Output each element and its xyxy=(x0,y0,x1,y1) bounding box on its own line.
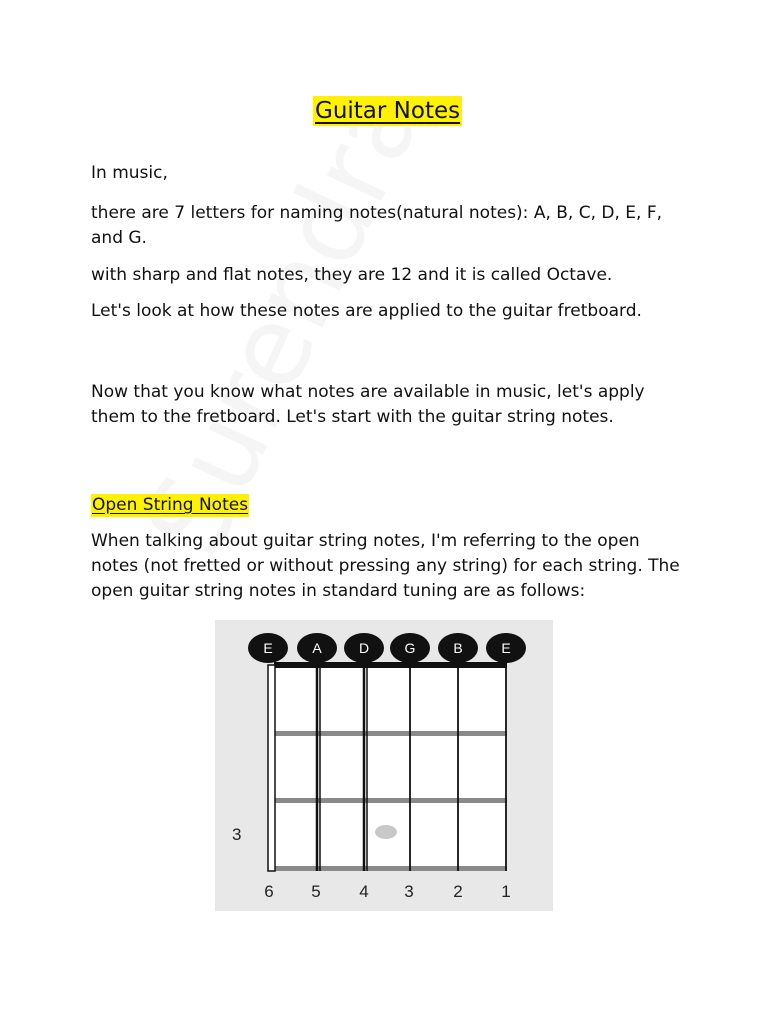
open-note-label-3: D xyxy=(358,640,370,656)
fret-line-2 xyxy=(274,798,507,803)
nut xyxy=(274,662,507,668)
paragraph-octave: with sharp and flat notes, they are 12 and it is called Octave. xyxy=(91,265,613,285)
string-number-5: 5 xyxy=(311,882,321,901)
string-number-4: 4 xyxy=(359,882,369,901)
page-title: Guitar Notes xyxy=(315,98,461,124)
string-6 xyxy=(268,665,275,871)
paragraph-fretboard-intro: Let's look at how these notes are applied to the guitar fretboard. xyxy=(91,301,642,321)
fretboard-svg xyxy=(215,620,553,911)
string-number-2: 2 xyxy=(453,882,463,901)
section-heading: Open String Notes xyxy=(92,495,249,515)
paragraph-natural-notes: there are 7 letters for naming notes(natural notes): A, B, C, D, E, F, and G. xyxy=(91,203,663,248)
string-number-1: 1 xyxy=(501,882,511,901)
fretboard-diagram xyxy=(215,620,553,911)
open-note-label-6: E xyxy=(501,640,511,656)
fret-marker-dot xyxy=(375,825,397,839)
open-note-label-5: B xyxy=(453,640,463,656)
paragraph-open-strings: When talking about guitar string notes, I'm referring to the open notes (not fretted or without pressing any string) for each string. The open guitar string notes in standard tuning are as follows: xyxy=(91,531,680,601)
string-number-3: 3 xyxy=(404,882,414,901)
open-note-label-2: A xyxy=(312,640,322,656)
string-number-6: 6 xyxy=(264,882,274,901)
open-note-label-1: E xyxy=(263,640,273,656)
fret-number-label: 3 xyxy=(232,825,242,844)
fret-line-3 xyxy=(274,866,507,871)
paragraph-intro: In music, xyxy=(91,163,168,183)
open-note-label-4: G xyxy=(404,640,416,656)
fret-line-1 xyxy=(274,731,507,736)
paragraph-apply-notes: Now that you know what notes are available in music, let's apply them to the fretboard. Let's start with the guitar string notes. xyxy=(91,382,645,427)
